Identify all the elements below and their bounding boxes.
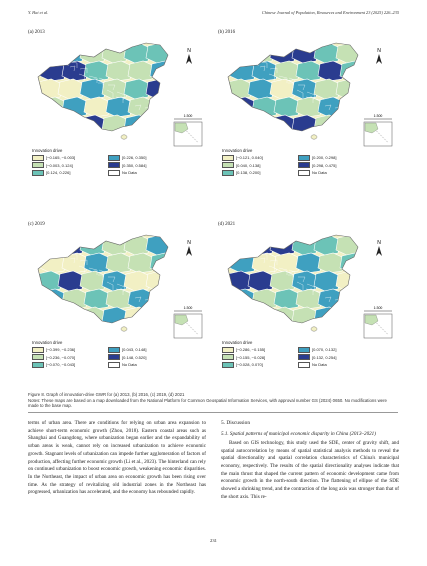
legend-swatch	[108, 162, 120, 168]
legend-label: [−0.028, 0.070]	[236, 362, 263, 368]
legend-label: [−0.155, −0.028]	[236, 354, 266, 360]
north-arrow-icon	[186, 246, 192, 256]
map-region	[102, 43, 128, 63]
map-region	[146, 235, 172, 255]
map-region	[124, 79, 150, 99]
map-region	[314, 271, 340, 291]
panel-label: (d) 2021	[218, 222, 236, 227]
map-region	[226, 115, 252, 135]
legend-title: Innovation drive	[32, 340, 63, 345]
map-panel	[28, 222, 208, 382]
map-region	[58, 307, 84, 327]
map-region	[124, 307, 150, 327]
legend-item	[108, 347, 182, 353]
china-map	[218, 37, 398, 147]
map-region	[124, 115, 150, 135]
china-map	[28, 37, 208, 147]
map-region	[102, 115, 128, 135]
map-legend	[32, 148, 182, 176]
legend-item	[222, 354, 296, 360]
map-region	[270, 271, 296, 291]
legend-swatch	[298, 155, 310, 161]
map-region	[36, 271, 62, 291]
map-region	[226, 235, 252, 255]
legend-title: Innovation drive	[222, 340, 253, 345]
map-region	[296, 61, 322, 81]
north-arrow-icon	[376, 54, 382, 64]
legend-item	[108, 354, 182, 360]
map-region	[58, 115, 84, 135]
map-region	[230, 253, 256, 273]
map-region	[226, 79, 252, 99]
map-region	[314, 115, 340, 135]
map-region	[314, 79, 340, 99]
map-region	[248, 115, 274, 135]
legend-swatch	[222, 347, 234, 353]
legend-item	[222, 162, 296, 168]
map-region	[336, 235, 362, 255]
left-column	[28, 420, 206, 497]
map-region	[80, 115, 106, 135]
page-number: 231	[210, 538, 217, 543]
north-arrow-label: N	[187, 240, 191, 246]
map-region	[270, 79, 296, 99]
map-region	[318, 61, 344, 81]
map-region	[252, 289, 278, 309]
legend-swatch	[222, 155, 234, 161]
legend-swatch	[222, 362, 234, 368]
map-region	[124, 235, 150, 255]
legend-swatch	[298, 170, 310, 176]
south-china-sea-inset	[364, 314, 392, 338]
south-china-sea-inset	[174, 314, 202, 338]
map-region	[80, 271, 106, 291]
map-region	[80, 307, 106, 327]
legend-label: [−0.399, −0.236]	[46, 347, 76, 352]
map-region	[36, 235, 62, 255]
map-region	[150, 97, 176, 117]
legend-swatch	[32, 354, 44, 360]
legend-label: [0.132, 0.254]	[312, 354, 337, 360]
map-region	[106, 97, 132, 117]
legend-label: No Data	[312, 170, 327, 176]
map-region	[274, 289, 300, 309]
legend-item	[222, 362, 296, 368]
map-region	[292, 115, 318, 135]
legend-swatch	[298, 362, 310, 368]
map-region	[248, 307, 274, 327]
legend-item	[32, 162, 106, 168]
map-region	[292, 271, 318, 291]
map-panel	[218, 222, 398, 382]
legend-label: [−0.286, −0.155]	[236, 347, 266, 352]
legend-label: [0.350, 0.584]	[122, 162, 147, 168]
map-region	[248, 235, 274, 255]
legend-label: [0.200, 0.298]	[312, 155, 337, 160]
legend-swatch	[222, 170, 234, 176]
north-arrow-label: N	[187, 48, 191, 54]
map-region	[62, 61, 88, 81]
map-region	[128, 61, 154, 81]
map-region	[40, 253, 66, 273]
legend-item	[222, 170, 296, 176]
map-region	[226, 307, 252, 327]
legend-swatch	[222, 162, 234, 168]
north-arrow-label: N	[377, 240, 381, 246]
map-region	[106, 253, 132, 273]
map-region	[124, 43, 150, 63]
legend-item	[222, 347, 296, 353]
map-region	[226, 271, 252, 291]
section-divider	[28, 412, 398, 413]
legend-swatch	[108, 347, 120, 353]
map-region	[270, 307, 296, 327]
map-region	[274, 97, 300, 117]
map-region	[80, 79, 106, 99]
map-region	[270, 115, 296, 135]
map-region	[340, 61, 366, 81]
legend-label: [0.226, 0.350]	[122, 155, 147, 160]
legend-item	[298, 162, 372, 168]
south-china-sea-inset	[174, 122, 202, 146]
map-region	[36, 79, 62, 99]
map-region	[314, 307, 340, 327]
map-region	[62, 253, 88, 273]
china-map	[28, 229, 208, 339]
map-region	[150, 289, 176, 309]
map-region	[150, 253, 176, 273]
legend-swatch	[108, 354, 120, 360]
legend-label: [−0.236, −0.070]	[46, 354, 76, 360]
map-region	[318, 253, 344, 273]
map-region	[340, 289, 366, 309]
map-region	[58, 43, 84, 63]
map-legend	[222, 148, 372, 176]
map-region	[270, 235, 296, 255]
legend-swatch	[298, 354, 310, 360]
map-region	[84, 97, 110, 117]
map-region	[102, 79, 128, 99]
legend-label: [−0.121, 0.040]	[236, 155, 263, 160]
panel-label: (b) 2016	[218, 30, 236, 35]
figure-caption-title: Figure 8. Graph of innovation-drive GWR for (a) 2013, (b) 2016, (c) 2019, (d) 2021	[28, 392, 185, 397]
legend-item	[298, 155, 372, 161]
legend-item	[298, 354, 372, 360]
map-region	[248, 271, 274, 291]
map-region	[58, 79, 84, 99]
legend-item	[222, 155, 296, 161]
map-region	[128, 253, 154, 273]
north-arrow-label: N	[377, 48, 381, 54]
panel-label: (a) 2013	[28, 30, 45, 35]
map-region	[336, 307, 362, 327]
map-region	[336, 43, 362, 63]
scale-label: 1:300	[373, 306, 383, 310]
north-arrow-icon	[186, 54, 192, 64]
map-region	[270, 43, 296, 63]
figure-caption	[28, 392, 398, 409]
map-region	[80, 235, 106, 255]
map-region	[40, 61, 66, 81]
map-region	[292, 307, 318, 327]
legend-item	[108, 362, 182, 368]
map-region	[226, 43, 252, 63]
map-region	[292, 79, 318, 99]
legend-swatch	[108, 170, 120, 176]
map-region	[124, 271, 150, 291]
map-region	[58, 271, 84, 291]
legend-label: [0.148, 0.520]	[122, 354, 147, 360]
map-region	[102, 271, 128, 291]
map-region	[248, 43, 274, 63]
map-region	[146, 307, 172, 327]
map-region	[58, 235, 84, 255]
legend-label: No Data	[312, 362, 327, 368]
map-region	[340, 253, 366, 273]
legend-label: [−0.070, −0.043]	[46, 362, 76, 368]
map-region	[80, 43, 106, 63]
legend-label: [0.138, 0.200]	[236, 170, 261, 176]
left-column-paragraph: terms of urban area. There are conditions for relying on urban area expansion to achieve short-term economic growth (Zhou, 2018). Eastern coastal areas such as Shanghai and Guangdong, where urbanization began earlier and the expandability of urban areas is weak, cannot rely on increased urbanization to achieve economic growth. Stagnant levels of urbanization can impede further agglomeration of factors of production, affecting further economic growth (Li et al., 2023). The hinterland can rely on continued urbanization to boost economic growth, weakening economic disparities. In the Northeast, the impact of urban area on economic growth has been rising over time. As the strategy of revitalizing old industrial zones in the Northeast has progressed, urbanization has accelerated, and the economy has rebounded rapidly.	[28, 420, 206, 496]
figure-caption-note: Notes: These maps are based on a map downloaded from the National Platform for Common Geospatial Information Services, with approval number GS (2024) 0650. No modifications were made to the base map.	[28, 397, 387, 409]
map-region	[106, 61, 132, 81]
map-region	[252, 61, 278, 81]
map-region	[252, 97, 278, 117]
legend-item	[298, 170, 372, 176]
map-region	[36, 115, 62, 135]
map-region	[314, 43, 340, 63]
legend-title: Innovation drive	[222, 148, 253, 153]
legend-title: Innovation drive	[32, 148, 63, 153]
legend-item	[32, 354, 106, 360]
map-region	[248, 79, 274, 99]
map-region	[336, 115, 362, 135]
map-region	[36, 43, 62, 63]
south-china-sea-inset	[364, 122, 392, 146]
map-legend	[222, 340, 372, 368]
legend-item	[108, 170, 182, 176]
legend-swatch	[298, 347, 310, 353]
map-region	[62, 289, 88, 309]
north-arrow-icon	[376, 246, 382, 256]
legend-label: [−0.165, −0.003]	[46, 155, 76, 160]
map-panel	[218, 30, 398, 190]
map-region	[314, 235, 340, 255]
legend-item	[108, 155, 182, 161]
legend-item	[298, 347, 372, 353]
scale-label: 1:300	[183, 114, 193, 118]
legend-label: No Data	[122, 362, 137, 368]
panel-label: (c) 2019	[28, 222, 45, 227]
legend-swatch	[108, 362, 120, 368]
legend-swatch	[32, 362, 44, 368]
legend-swatch	[32, 170, 44, 176]
map-region	[102, 235, 128, 255]
map-region	[292, 43, 318, 63]
legend-swatch	[108, 155, 120, 161]
map-region	[296, 253, 322, 273]
map-region	[84, 289, 110, 309]
china-map	[218, 229, 398, 339]
legend-item	[32, 347, 106, 353]
map-region	[62, 97, 88, 117]
legend-item	[32, 155, 106, 161]
legend-label: [0.124, 0.226]	[46, 170, 71, 176]
legend-item	[108, 162, 182, 168]
map-region	[296, 97, 322, 117]
legend-item	[32, 170, 106, 176]
map-region	[150, 61, 176, 81]
legend-swatch	[222, 354, 234, 360]
map-region	[146, 43, 172, 63]
legend-label: [0.070, 0.132]	[312, 347, 337, 352]
map-region	[296, 289, 322, 309]
legend-swatch	[32, 155, 44, 161]
legend-label: [0.043, 0.148]	[122, 347, 147, 352]
legend-label: [0.040, 0.138]	[236, 162, 261, 168]
subsection-heading: 5.1. Spatial patterns of municipal economic disparity in China (2013–2021)	[221, 430, 376, 437]
legend-label: [−0.003, 0.124]	[46, 162, 73, 168]
running-head-authors: Y. Hai et al.	[28, 10, 49, 15]
map-region	[102, 307, 128, 327]
map-region	[292, 235, 318, 255]
scale-label: 1:300	[183, 306, 193, 310]
legend-label: [0.298, 0.475]	[312, 162, 337, 168]
map-legend	[32, 340, 182, 368]
map-region	[146, 115, 172, 135]
map-region	[106, 289, 132, 309]
right-column	[221, 420, 399, 502]
map-region	[252, 253, 278, 273]
map-panel	[28, 30, 208, 190]
map-region	[340, 97, 366, 117]
running-head-journal: Chinese Journal of Population, Resources and Environment 23 (2025) 226–235	[261, 10, 399, 15]
legend-item	[32, 362, 106, 368]
legend-swatch	[32, 162, 44, 168]
legend-swatch	[32, 347, 44, 353]
legend-item	[298, 362, 372, 368]
section-heading: 5. Discussion	[221, 420, 251, 426]
legend-label: No Data	[122, 170, 137, 176]
legend-swatch	[298, 162, 310, 168]
map-region	[36, 307, 62, 327]
scale-label: 1:300	[373, 114, 383, 118]
right-column-paragraph: Based on GIS technology, this study used the SDE, center of gravity shift, and spatial autocorrelation by means of spatial statistical analysis methods to reveal the spatial directionality and spatial correlation characteristics of China's municipal economy, respectively. The results of the spatial directionality analyses indicate that the main thrust that shaped the current pattern of economic development came from economic growth in the north-south direction. The flattening of ellipse of the SDE showed a shrinking trend, and the contraction of the long axis was stronger than that of the short axis. This re-	[221, 439, 399, 500]
map-region	[230, 61, 256, 81]
